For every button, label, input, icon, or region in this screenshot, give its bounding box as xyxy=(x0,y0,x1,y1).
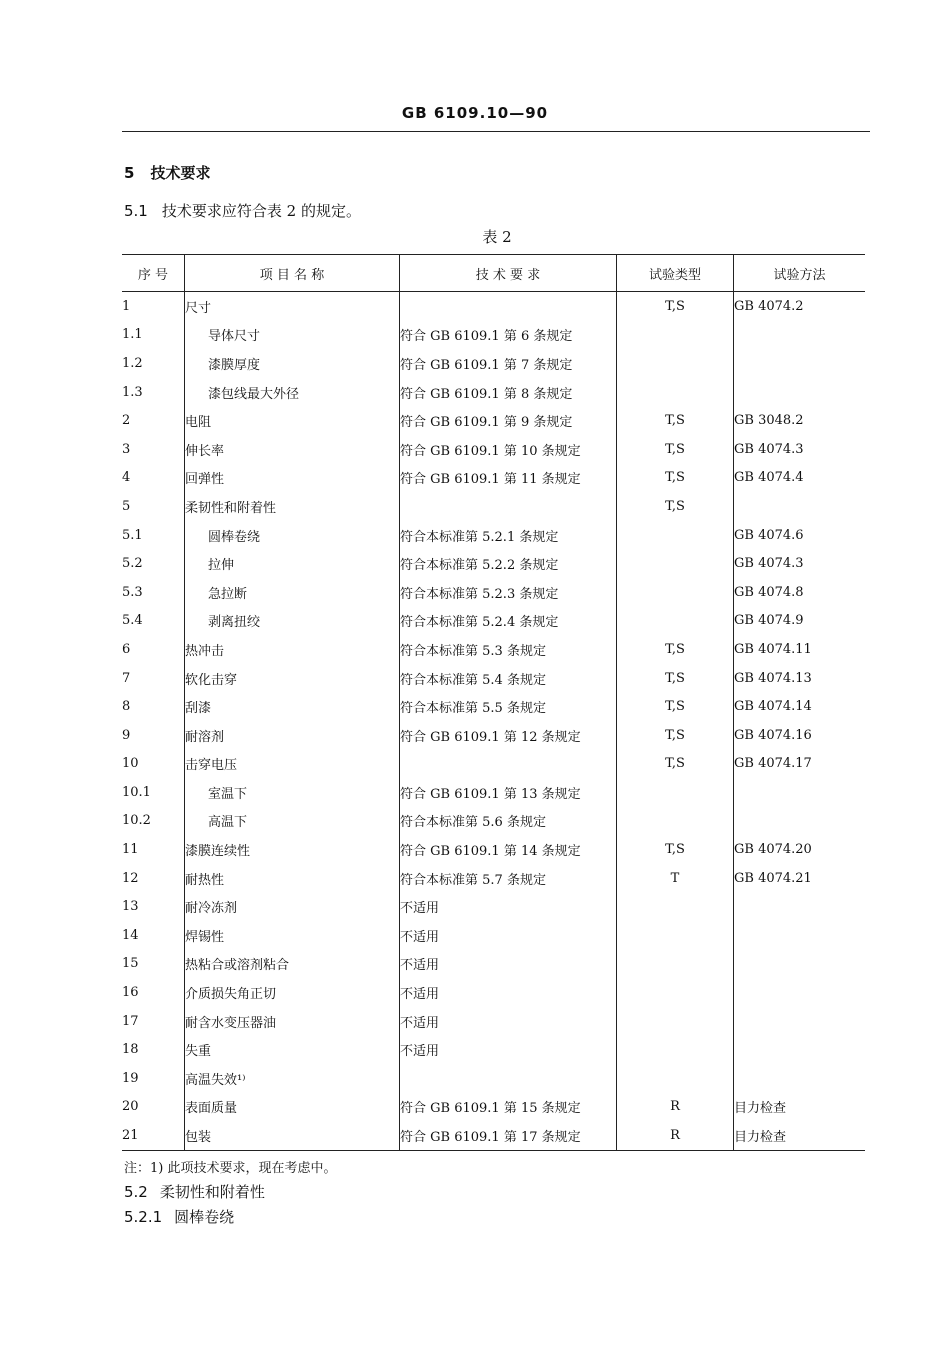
row-test-type xyxy=(617,1064,734,1093)
row-item-name: 漆膜厚度 xyxy=(185,349,400,378)
row-requirement: 符合 GB 6109.1 第 10 条规定 xyxy=(400,435,617,464)
row-item-name: 柔韧性和附着性 xyxy=(185,492,400,521)
table-row xyxy=(122,378,865,407)
row-test-method: 目力检查 xyxy=(734,1121,866,1150)
row-test-method: GB 4074.11 xyxy=(734,635,866,664)
table-row xyxy=(122,607,865,636)
row-requirement: 符合 GB 6109.1 第 12 条规定 xyxy=(400,721,617,750)
row-item-name: 漆包线最大外径 xyxy=(185,378,400,407)
row-test-method: GB 4074.14 xyxy=(734,692,866,721)
header-requirement: 技 术 要 求 xyxy=(400,255,617,292)
table-row xyxy=(122,1093,865,1122)
row-item-name: 圆棒卷绕 xyxy=(185,521,400,550)
row-test-method: 目力检查 xyxy=(734,1093,866,1122)
row-test-method xyxy=(734,492,866,521)
row-requirement: 符合 GB 6109.1 第 11 条规定 xyxy=(400,464,617,493)
table-footnote: 注：1) 此项技术要求，现在考虑中。 xyxy=(124,1161,337,1176)
row-seq: 7 xyxy=(122,670,131,686)
row-test-method xyxy=(734,892,866,921)
clause-5-2-1 xyxy=(124,1206,234,1227)
row-seq: 1 xyxy=(122,298,131,314)
table-row xyxy=(122,921,865,950)
row-test-type: T,S xyxy=(617,492,734,521)
table-row xyxy=(122,1035,865,1064)
row-seq: 15 xyxy=(122,956,139,972)
row-test-method: GB 3048.2 xyxy=(734,406,866,435)
row-item-name: 电阻 xyxy=(185,406,400,435)
row-item-name: 室温下 xyxy=(185,778,400,807)
row-item-name: 伸长率 xyxy=(185,435,400,464)
row-requirement: 符合本标准第 5.6 条规定 xyxy=(400,807,617,836)
row-item-name: 耐溶剂 xyxy=(185,721,400,750)
row-seq: 6 xyxy=(122,641,131,657)
table-row xyxy=(122,406,865,435)
row-seq: 2 xyxy=(122,413,131,429)
row-seq: 10 xyxy=(122,756,139,772)
row-test-type: T,S xyxy=(617,721,734,750)
table-caption: 表 2 xyxy=(482,228,512,246)
row-requirement: 符合 GB 6109.1 第 17 条规定 xyxy=(400,1121,617,1150)
row-item-name: 回弹性 xyxy=(185,464,400,493)
row-test-method: GB 4074.3 xyxy=(734,549,866,578)
table-row xyxy=(122,721,865,750)
table-row xyxy=(122,349,865,378)
clause-5-2-1-title: 圆棒卷绕 xyxy=(174,1208,235,1226)
table-row xyxy=(122,635,865,664)
row-test-method xyxy=(734,349,866,378)
row-item-name: 焊锡性 xyxy=(185,921,400,950)
row-item-name: 剥离扭绞 xyxy=(185,607,400,636)
row-test-method: GB 4074.2 xyxy=(734,292,866,321)
row-test-method: GB 4074.13 xyxy=(734,664,866,693)
row-test-method xyxy=(734,1007,866,1036)
row-seq: 9 xyxy=(122,727,131,743)
row-requirement: 符合本标准第 5.2.4 条规定 xyxy=(400,607,617,636)
row-test-type xyxy=(617,578,734,607)
row-test-type: T,S xyxy=(617,692,734,721)
row-requirement: 符合 GB 6109.1 第 14 条规定 xyxy=(400,835,617,864)
row-test-type: T,S xyxy=(617,635,734,664)
row-seq: 16 xyxy=(122,985,139,1001)
row-requirement: 符合本标准第 5.3 条规定 xyxy=(400,635,617,664)
row-requirement: 符合本标准第 5.2.2 条规定 xyxy=(400,549,617,578)
header-test-method: 试验方法 xyxy=(734,255,866,292)
row-item-name: 热粘合或溶剂粘合 xyxy=(185,950,400,979)
header-item-name: 项 目 名 称 xyxy=(185,255,400,292)
clause-5-2-number: 5.2 xyxy=(124,1183,148,1201)
row-test-method xyxy=(734,378,866,407)
row-requirement xyxy=(400,750,617,779)
row-item-name: 热冲击 xyxy=(185,635,400,664)
table-row xyxy=(122,750,865,779)
row-seq: 3 xyxy=(122,441,131,457)
section-title: 技术要求 xyxy=(150,164,211,182)
table-header-row xyxy=(122,255,865,292)
row-requirement: 符合本标准第 5.4 条规定 xyxy=(400,664,617,693)
row-item-name: 刮漆 xyxy=(185,692,400,721)
table-row xyxy=(122,978,865,1007)
row-item-name: 软化击穿 xyxy=(185,664,400,693)
table-row xyxy=(122,892,865,921)
row-test-type: T,S xyxy=(617,292,734,321)
table-row xyxy=(122,664,865,693)
row-seq: 5.1 xyxy=(122,527,143,543)
row-item-name: 击穿电压 xyxy=(185,750,400,779)
section-heading xyxy=(124,162,210,183)
table-row xyxy=(122,835,865,864)
row-item-name: 拉伸 xyxy=(185,549,400,578)
row-test-method xyxy=(734,321,866,350)
row-requirement: 符合本标准第 5.2.1 条规定 xyxy=(400,521,617,550)
row-test-method: GB 4074.4 xyxy=(734,464,866,493)
row-test-method xyxy=(734,807,866,836)
row-test-type: T,S xyxy=(617,835,734,864)
row-test-type: T xyxy=(617,864,734,893)
row-requirement: 不适用 xyxy=(400,921,617,950)
row-test-method: GB 4074.16 xyxy=(734,721,866,750)
row-item-name: 高温下 xyxy=(185,807,400,836)
row-test-type: T,S xyxy=(617,664,734,693)
table-row xyxy=(122,864,865,893)
row-requirement xyxy=(400,1064,617,1093)
row-seq: 1.2 xyxy=(122,355,143,371)
clause-5-2-1-number: 5.2.1 xyxy=(124,1208,163,1226)
row-test-method: GB 4074.6 xyxy=(734,521,866,550)
row-test-method: GB 4074.21 xyxy=(734,864,866,893)
row-seq: 10.2 xyxy=(122,813,151,829)
row-test-type: R xyxy=(617,1121,734,1150)
row-seq: 10.1 xyxy=(122,784,151,800)
table-body xyxy=(122,292,865,1151)
row-test-type xyxy=(617,892,734,921)
row-test-type xyxy=(617,1007,734,1036)
row-requirement: 符合 GB 6109.1 第 7 条规定 xyxy=(400,349,617,378)
row-requirement: 符合本标准第 5.7 条规定 xyxy=(400,864,617,893)
row-requirement: 符合 GB 6109.1 第 9 条规定 xyxy=(400,406,617,435)
header-test-type: 试验类型 xyxy=(617,255,734,292)
table-row xyxy=(122,1064,865,1093)
row-seq: 5.2 xyxy=(122,556,143,572)
row-seq: 21 xyxy=(122,1121,185,1150)
row-requirement: 符合 GB 6109.1 第 13 条规定 xyxy=(400,778,617,807)
row-requirement: 符合本标准第 5.2.3 条规定 xyxy=(400,578,617,607)
table-row xyxy=(122,1121,865,1150)
clause-5-1-number: 5.1 xyxy=(124,202,148,220)
row-test-type xyxy=(617,921,734,950)
row-test-type xyxy=(617,778,734,807)
row-test-type xyxy=(617,378,734,407)
row-requirement: 不适用 xyxy=(400,1035,617,1064)
row-seq: 5.3 xyxy=(122,584,143,600)
row-item-name: 高温失效¹⁾ xyxy=(185,1064,400,1093)
row-test-method: GB 4074.9 xyxy=(734,607,866,636)
row-requirement: 符合 GB 6109.1 第 6 条规定 xyxy=(400,321,617,350)
row-test-type xyxy=(617,321,734,350)
row-item-name: 表面质量 xyxy=(185,1093,400,1122)
table-row xyxy=(122,321,865,350)
row-test-type xyxy=(617,950,734,979)
row-requirement: 不适用 xyxy=(400,1007,617,1036)
row-test-type xyxy=(617,549,734,578)
row-test-method: GB 4074.20 xyxy=(734,835,866,864)
header-rule xyxy=(122,131,870,132)
table-row xyxy=(122,692,865,721)
row-item-name: 尺寸 xyxy=(185,292,400,321)
row-seq: 13 xyxy=(122,899,139,915)
row-seq: 8 xyxy=(122,699,131,715)
row-item-name: 漆膜连续性 xyxy=(185,835,400,864)
table-row xyxy=(122,807,865,836)
row-test-type: R xyxy=(617,1093,734,1122)
table-row xyxy=(122,1007,865,1036)
row-requirement: 符合 GB 6109.1 第 15 条规定 xyxy=(400,1093,617,1122)
row-test-method xyxy=(734,978,866,1007)
section-number: 5 xyxy=(124,164,135,182)
row-test-method: GB 4074.17 xyxy=(734,750,866,779)
row-seq: 5.4 xyxy=(122,613,143,629)
row-test-type xyxy=(617,349,734,378)
row-item-name: 导体尺寸 xyxy=(185,321,400,350)
row-test-type: T,S xyxy=(617,435,734,464)
row-requirement xyxy=(400,292,617,321)
row-item-name: 急拉断 xyxy=(185,578,400,607)
table-row xyxy=(122,435,865,464)
row-seq: 11 xyxy=(122,842,139,858)
row-test-type xyxy=(617,1035,734,1064)
row-test-method xyxy=(734,1064,866,1093)
clause-5-1 xyxy=(124,200,361,221)
row-test-type xyxy=(617,521,734,550)
row-item-name: 失重 xyxy=(185,1035,400,1064)
row-test-method: GB 4074.8 xyxy=(734,578,866,607)
row-seq: 18 xyxy=(122,1042,139,1058)
row-seq: 4 xyxy=(122,470,131,486)
row-requirement xyxy=(400,492,617,521)
row-seq: 17 xyxy=(122,1013,139,1029)
clause-5-2 xyxy=(124,1181,265,1202)
table-row xyxy=(122,492,865,521)
table-row xyxy=(122,464,865,493)
document-header-code: GB 6109.10—90 xyxy=(401,104,549,122)
row-seq: 1.1 xyxy=(122,327,143,343)
row-test-type: T,S xyxy=(617,406,734,435)
row-item-name: 耐冷冻剂 xyxy=(185,892,400,921)
row-seq: 14 xyxy=(122,927,139,943)
row-requirement: 不适用 xyxy=(400,892,617,921)
row-requirement: 符合本标准第 5.5 条规定 xyxy=(400,692,617,721)
row-test-type: T,S xyxy=(617,464,734,493)
row-seq: 12 xyxy=(122,870,139,886)
row-requirement: 不适用 xyxy=(400,950,617,979)
clause-5-2-title: 柔韧性和附着性 xyxy=(159,1183,265,1201)
row-test-method xyxy=(734,778,866,807)
header-seq: 序 号 xyxy=(122,255,185,292)
row-requirement: 符合 GB 6109.1 第 8 条规定 xyxy=(400,378,617,407)
row-seq: 19 xyxy=(122,1070,139,1086)
row-test-type: T,S xyxy=(617,750,734,779)
row-requirement: 不适用 xyxy=(400,978,617,1007)
table-row xyxy=(122,292,865,321)
row-test-method xyxy=(734,950,866,979)
row-test-method xyxy=(734,1035,866,1064)
table-row xyxy=(122,950,865,979)
row-test-method: GB 4074.3 xyxy=(734,435,866,464)
table-row xyxy=(122,549,865,578)
row-item-name: 介质损失角正切 xyxy=(185,978,400,1007)
row-item-name: 耐含水变压器油 xyxy=(185,1007,400,1036)
row-test-method xyxy=(734,921,866,950)
row-item-name: 包装 xyxy=(185,1121,400,1150)
requirements-table xyxy=(122,254,865,1151)
row-test-type xyxy=(617,807,734,836)
row-seq: 20 xyxy=(122,1099,139,1115)
row-test-type xyxy=(617,607,734,636)
row-item-name: 耐热性 xyxy=(185,864,400,893)
table-row xyxy=(122,578,865,607)
row-seq: 5 xyxy=(122,498,131,514)
table-row xyxy=(122,521,865,550)
row-test-type xyxy=(617,978,734,1007)
clause-5-1-text: 技术要求应符合表 2 的规定。 xyxy=(161,202,361,220)
table-row xyxy=(122,778,865,807)
row-seq: 1.3 xyxy=(122,384,143,400)
